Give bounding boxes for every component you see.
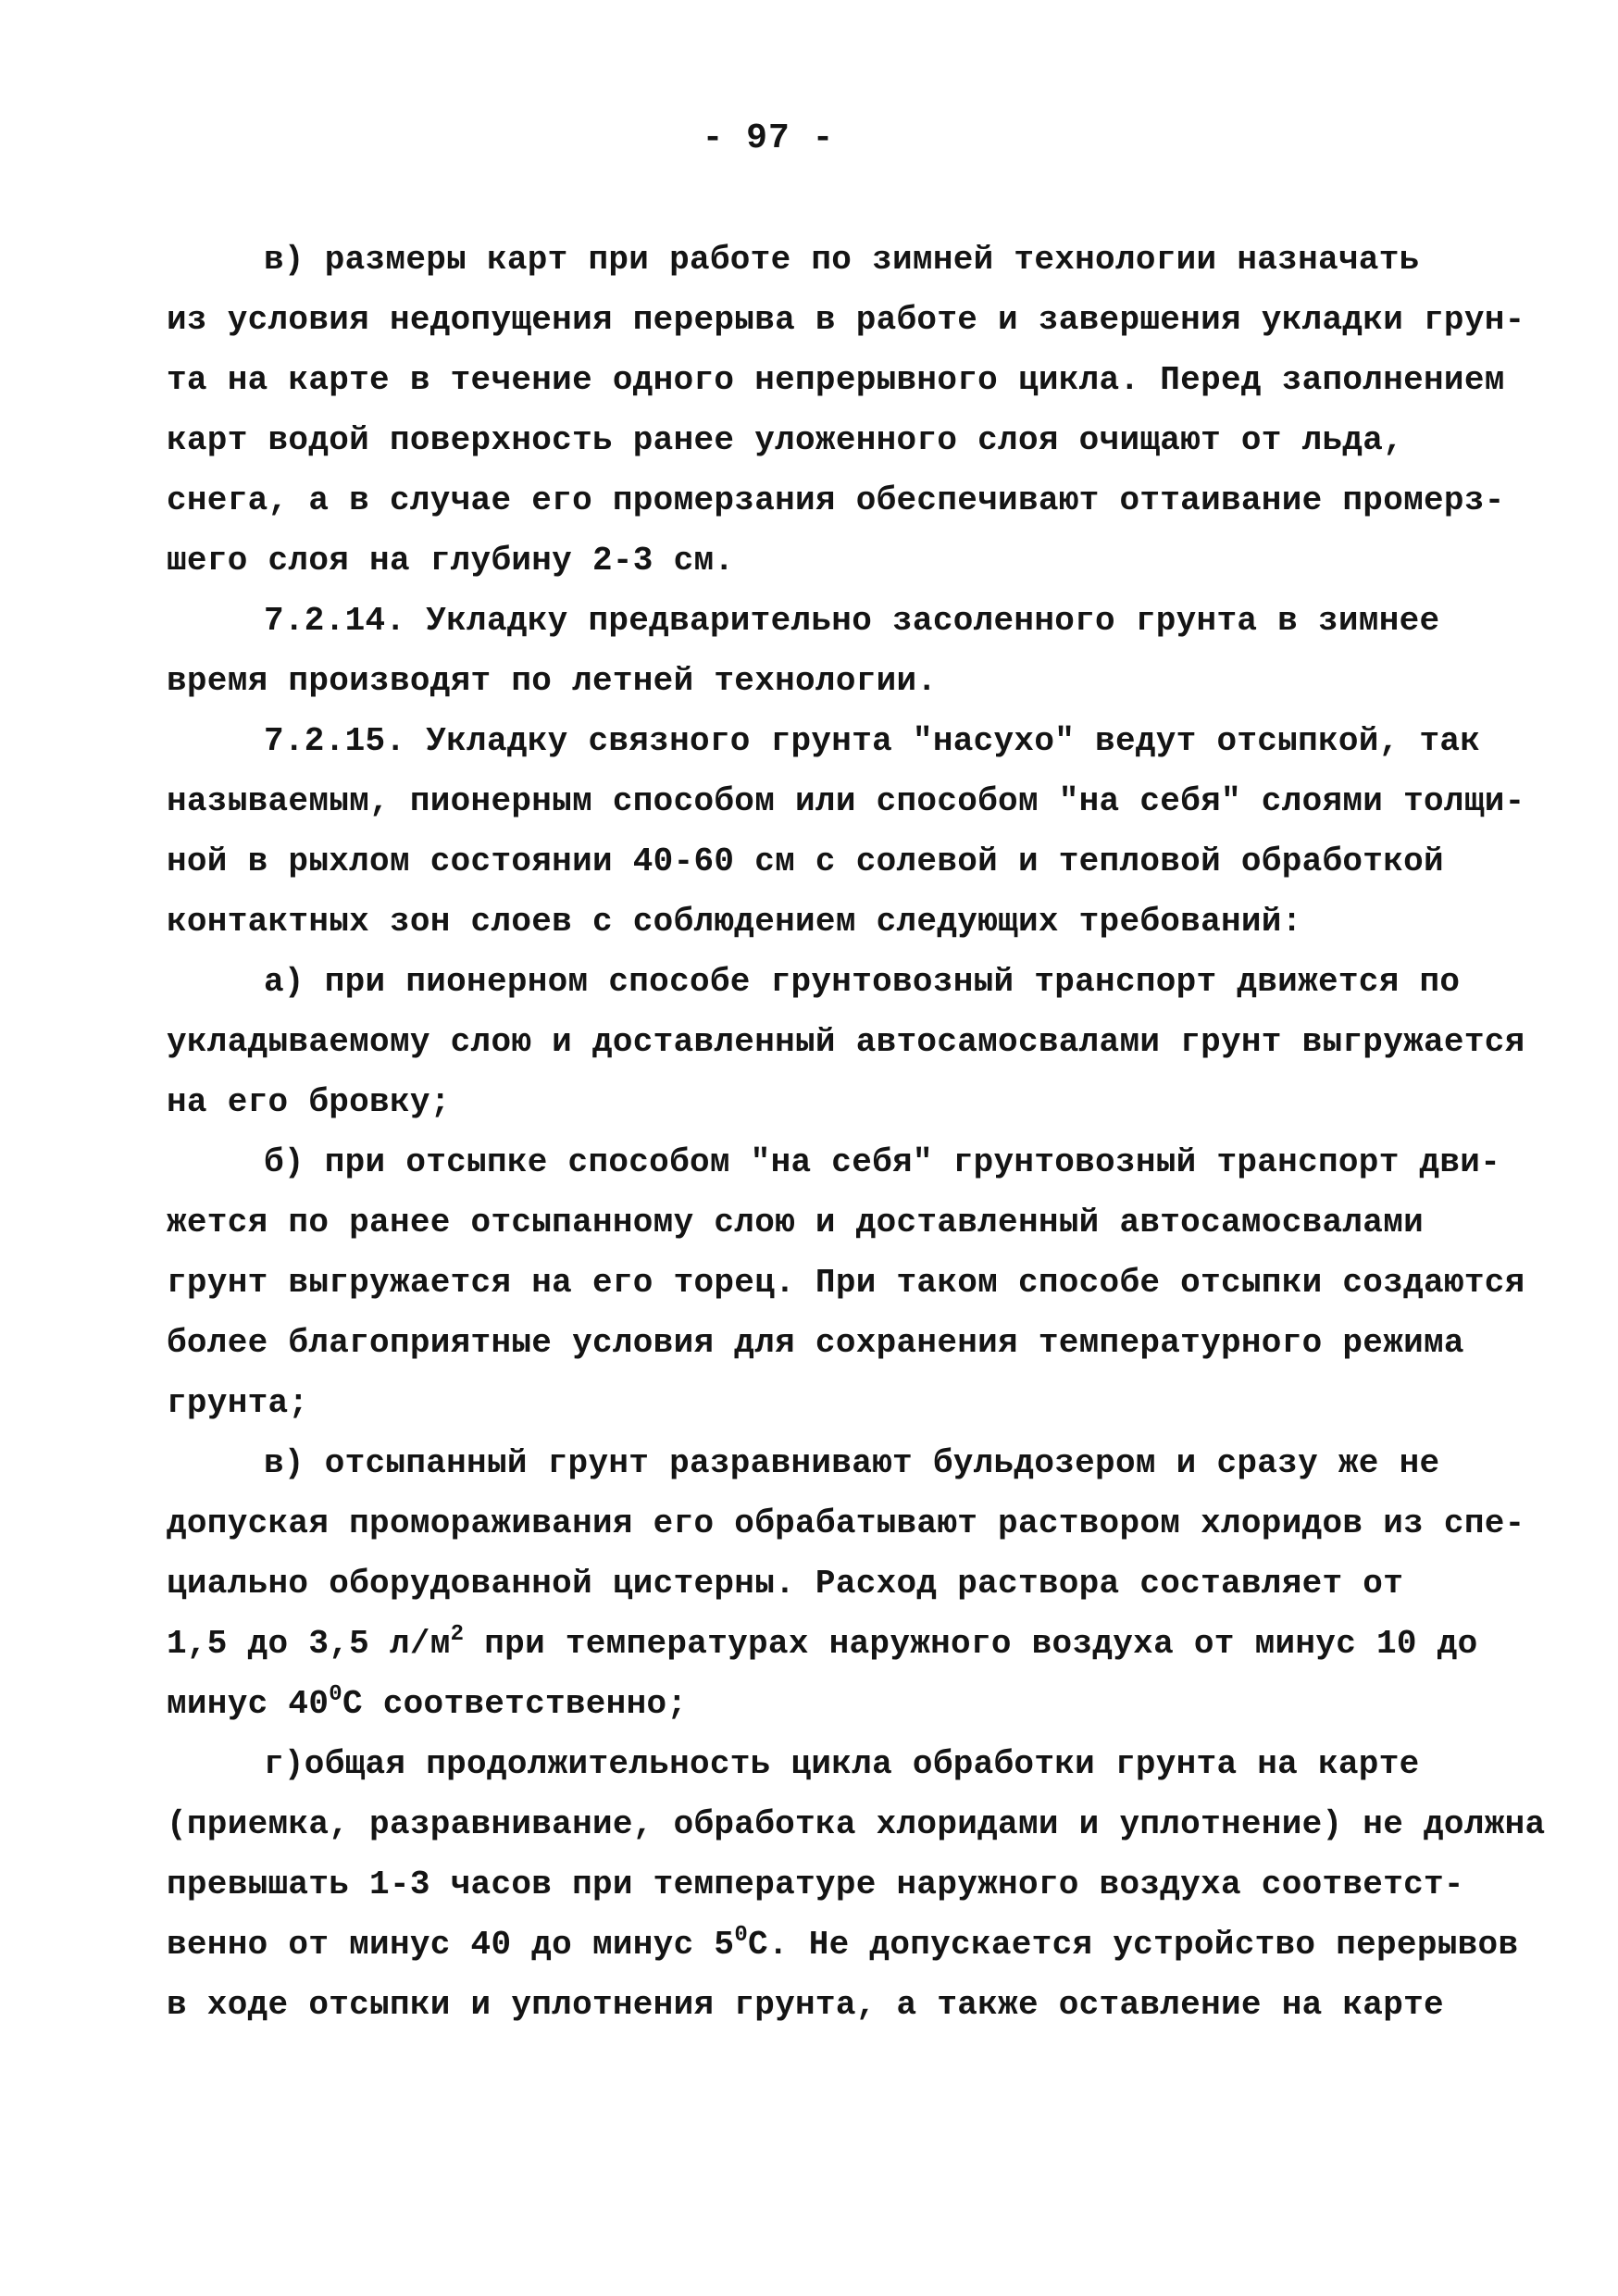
- text-line: [167, 651, 1481, 711]
- line-text: а) при пионерном способе грунтовозный транспорт движется по: [264, 963, 1461, 1001]
- superscript: 2: [450, 1622, 465, 1647]
- line-text: ной в рыхлом состоянии 40-60 см с солевой и тепловой обработкой: [167, 842, 1444, 880]
- text-line: [167, 1433, 1481, 1493]
- line-text: допуская промораживания его обрабатывают раствором хлоридов из спе-: [167, 1504, 1525, 1542]
- text-line: [167, 1674, 1481, 1734]
- text-line: [167, 1072, 1481, 1132]
- text-line: [167, 892, 1481, 952]
- line-text: 7.2.15. Укладку связного грунта "насухо" ведут отсыпкой, так: [264, 722, 1481, 760]
- text-line: [167, 1373, 1481, 1433]
- text-line: [167, 1614, 1481, 1674]
- text-line: [167, 290, 1525, 350]
- line-text: г)общая продолжительность цикла обработки грунта на карте: [264, 1745, 1420, 1783]
- line-text: жется по ранее отсыпанному слою и доставленный автосамосвалами: [167, 1204, 1425, 1242]
- line-text-tail: С соответственно;: [342, 1685, 688, 1723]
- body-text: [167, 230, 1546, 2035]
- text-line: [167, 530, 1481, 591]
- text-line: [167, 1192, 1481, 1253]
- line-text: в ходе отсыпки и уплотнения грунта, а также оставление на карте: [167, 1986, 1444, 2024]
- line-text: на его бровку;: [167, 1083, 451, 1121]
- page-number: - 97 -: [702, 119, 835, 158]
- text-line: [167, 1854, 1481, 1915]
- text-line: [167, 1734, 1481, 1794]
- text-line: [167, 410, 1481, 470]
- line-text: из условия недопущения перерыва в работе и завершения укладки грун-: [167, 301, 1525, 339]
- text-line: [167, 771, 1525, 831]
- text-line: [167, 1554, 1481, 1614]
- text-line: [167, 831, 1481, 892]
- text-line: [167, 1012, 1525, 1072]
- text-line: [167, 1493, 1525, 1554]
- line-text-tail: при температурах наружного воздуха от минус 10 до: [464, 1625, 1478, 1663]
- text-line: [167, 350, 1505, 410]
- line-text: карт водой поверхность ранее уложенного слоя очищают от льда,: [167, 421, 1404, 459]
- line-text: та на карте в течение одного непрерывного цикла. Перед заполнением: [167, 361, 1505, 399]
- text-line: [167, 952, 1481, 1012]
- text-line: [167, 1253, 1525, 1313]
- line-text: в) размеры карт при работе по зимней технологии назначать: [264, 241, 1420, 279]
- line-text: венно от минус 40 до минус 5: [167, 1926, 735, 1964]
- line-text: шего слоя на глубину 2-3 см.: [167, 542, 735, 580]
- line-text: укладываемому слою и доставленный автосамосвалами грунт выгружается: [167, 1023, 1525, 1061]
- line-text: более благоприятные условия для сохранения температурного режима: [167, 1324, 1464, 1362]
- line-text: превышать 1-3 часов при температуре наружного воздуха соответст-: [167, 1866, 1464, 1903]
- text-line: [167, 591, 1481, 651]
- text-line: [167, 1313, 1481, 1373]
- line-text: снега, а в случае его промерзания обеспечивают оттаивание промерз-: [167, 481, 1505, 519]
- superscript: 0: [734, 1923, 749, 1948]
- line-text: минус 40: [167, 1685, 330, 1723]
- line-text-tail: С. Не допускается устройство перерывов: [748, 1926, 1519, 1964]
- text-line: [167, 1915, 1519, 1975]
- text-line: [167, 711, 1481, 771]
- line-text: циально оборудованной цистерны. Расход раствора составляет от: [167, 1565, 1404, 1603]
- text-line: [167, 1794, 1546, 1854]
- text-line: [167, 1975, 1481, 2035]
- line-text: в) отсыпанный грунт разравнивают бульдозером и сразу же не: [264, 1444, 1440, 1482]
- line-text: (приемка, разравнивание, обработка хлоридами и уплотнение) не должна: [167, 1805, 1546, 1843]
- line-text: 1,5 до 3,5 л/м: [167, 1625, 451, 1663]
- line-text: 7.2.14. Укладку предварительно засоленного грунта в зимнее: [264, 602, 1440, 640]
- line-text: контактных зон слоев с соблюдением следующих требований:: [167, 903, 1302, 941]
- line-text: грунт выгружается на его торец. При таком способе отсыпки создаются: [167, 1264, 1525, 1302]
- line-text: называемым, пионерным способом или способом "на себя" слоями толщи-: [167, 782, 1525, 820]
- text-line: [167, 1132, 1501, 1192]
- line-text: время производят по летней технологии.: [167, 662, 938, 700]
- line-text: б) при отсыпке способом "на себя" грунтовозный транспорт дви-: [264, 1143, 1501, 1181]
- text-line: [167, 470, 1505, 530]
- superscript: 0: [329, 1682, 342, 1707]
- line-text: грунта;: [167, 1384, 309, 1422]
- text-line: [167, 230, 1481, 290]
